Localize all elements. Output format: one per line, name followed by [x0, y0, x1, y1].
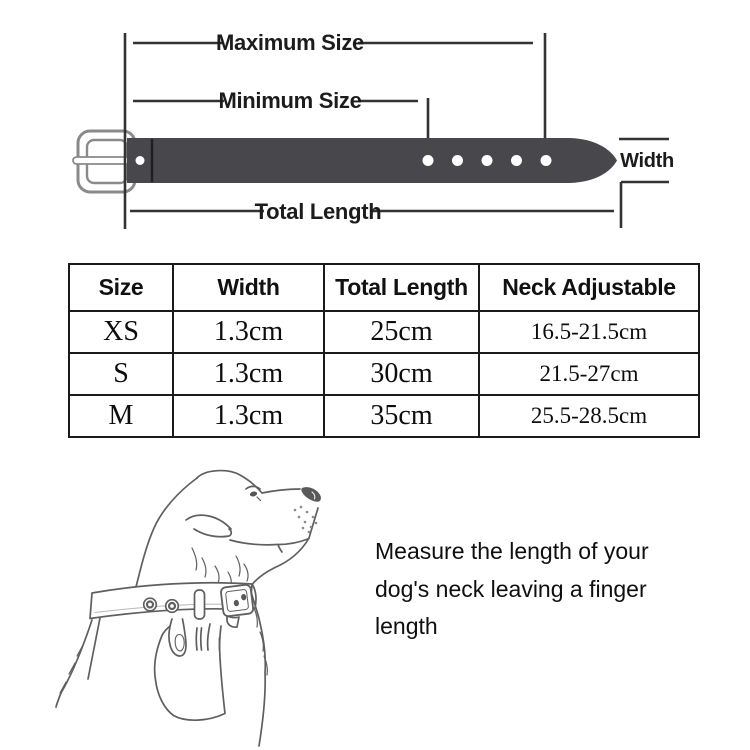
belt-strap: [127, 138, 617, 183]
dog-nose: [301, 487, 321, 502]
column-header-size: Size: [69, 264, 173, 311]
cell-size: M: [69, 395, 173, 437]
width-label: Width: [620, 150, 674, 172]
cell-neck-adjustable: 21.5-27cm: [479, 353, 699, 395]
size-table: [68, 263, 700, 438]
dog-eye: [246, 486, 261, 500]
collar-keeper: [195, 590, 205, 619]
instruction-line: length: [375, 613, 438, 639]
cell-neck-adjustable: 16.5-21.5cm: [479, 311, 699, 353]
cell-neck-adjustable: 25.5-28.5cm: [479, 395, 699, 437]
cell-width: 1.3cm: [173, 353, 324, 395]
collar-grommet: [144, 598, 157, 611]
dog-collar-sketch: [50, 460, 360, 750]
maximum-size-label: Maximum Size: [215, 30, 364, 55]
table-row-xs: [69, 311, 699, 353]
dog-collar-band: [90, 583, 256, 627]
dog-head-outline: [136, 471, 318, 587]
dog-ear: [186, 515, 231, 537]
instruction-text: [375, 533, 705, 646]
hand-sketch: [155, 619, 225, 720]
column-header-neck-adjustable: Neck Adjustable: [479, 264, 699, 311]
dog-chest-left: [56, 618, 100, 707]
cell-size: XS: [69, 311, 173, 353]
cell-total-length: 30cm: [324, 353, 479, 395]
minimum-size-label: Minimum Size: [218, 88, 362, 113]
hand-outline: [155, 636, 225, 721]
instruction-line: Measure the length of your: [375, 538, 649, 564]
fingernail: [175, 635, 184, 651]
instruction-line: dog's neck leaving a finger: [375, 575, 647, 602]
column-header-total-length: Total Length: [324, 264, 479, 311]
column-header-width: Width: [173, 264, 324, 311]
table-row-s: [69, 353, 699, 395]
buckle-hole: [136, 156, 145, 165]
total-length-label: Total Length: [254, 199, 382, 224]
cell-total-length: 25cm: [324, 311, 479, 353]
dog-neck-fur: [192, 548, 248, 585]
collar-measurement-diagram: [0, 0, 750, 256]
collar-grommet: [166, 600, 179, 613]
table-row-m: [69, 395, 699, 437]
cell-width: 1.3cm: [173, 395, 324, 437]
cell-total-length: 35cm: [324, 395, 479, 437]
collar-strap-end: [227, 616, 239, 627]
size-table-header-row: [69, 264, 699, 311]
cell-size: S: [69, 353, 173, 395]
collar-buckle: [220, 584, 253, 616]
cell-width: 1.3cm: [173, 311, 324, 353]
